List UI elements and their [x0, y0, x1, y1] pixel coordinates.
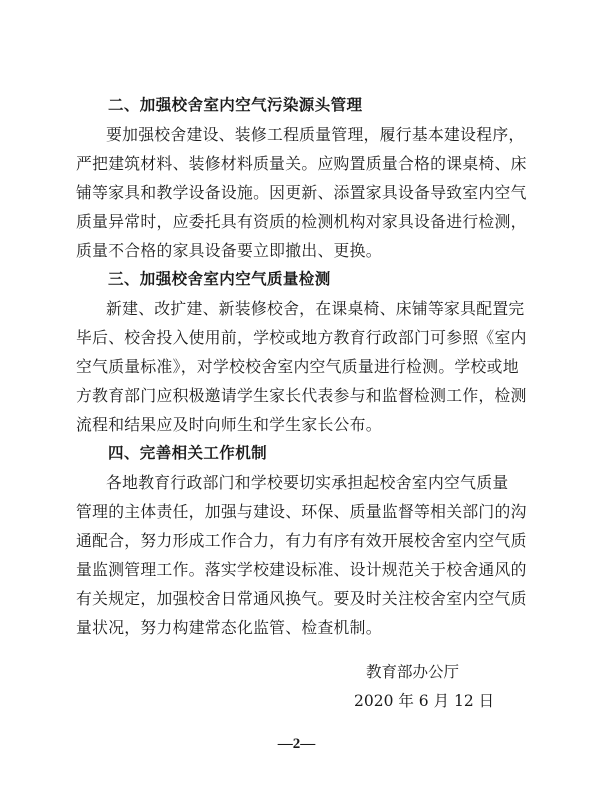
- paragraph-line: 量监测管理工作。落实学校建设标准、设计规范关于校舍通风的: [76, 560, 527, 579]
- page-number: —2—: [277, 736, 316, 752]
- paragraph-line: 量状况，努力构建常态化监管、检查机制。: [76, 618, 382, 637]
- paragraph-line: 各地教育行政部门和学校要切实承担起校舍室内空气质量: [106, 473, 509, 492]
- paragraph-line: 严把建筑材料、装修材料质量关。应购置质量合格的课桌椅、床: [76, 154, 527, 173]
- paragraph-line: 方教育部门应积极邀请学生家长代表参与和监督检测工作，检测: [76, 386, 527, 405]
- paragraph-line: 铺等家具和教学设备设施。因更新、添置家具设备导致室内空气: [76, 183, 527, 202]
- paragraph-line: 质量不合格的家具设备要立即撤出、更换。: [76, 241, 382, 260]
- paragraph-line: 有关规定，加强校舍日常通风换气。要及时关注校舍室内空气质: [76, 589, 527, 608]
- paragraph-line: 流程和结果应及时向师生和学生家长公布。: [76, 415, 382, 434]
- section-heading-2: 二、加强校舍室内空气污染源头管理: [108, 96, 363, 114]
- paragraph-line: 管理的主体责任，加强与建设、环保、质量监督等相关部门的沟: [76, 502, 527, 521]
- paragraph-line: 要加强校舍建设、装修工程质量管理，履行基本建设程序，: [106, 125, 525, 144]
- paragraph-line: 新建、改扩建、新装修校舍，在课桌椅、床铺等家具配置完: [106, 299, 525, 318]
- paragraph-line: 质量异常时，应委托具有资质的检测机构对家具设备进行检测，: [76, 212, 527, 231]
- paragraph-line: 空气质量标准》，对学校校舍室内空气质量进行检测。学校或地: [76, 357, 519, 376]
- section-heading-4: 四、完善相关工作机制: [108, 444, 268, 462]
- paragraph-line: 通配合，努力形成工作合力，有力有序有效开展校舍室内空气质: [76, 531, 527, 550]
- issue-date: 2020 年 6 月 12 日: [354, 692, 495, 710]
- paragraph-line: 毕后、校舍投入使用前，学校或地方教育行政部门可参照《室内: [76, 328, 527, 347]
- issuing-office: 教育部办公厅: [366, 663, 460, 681]
- section-heading-3: 三、加强校舍室内空气质量检测: [108, 270, 331, 288]
